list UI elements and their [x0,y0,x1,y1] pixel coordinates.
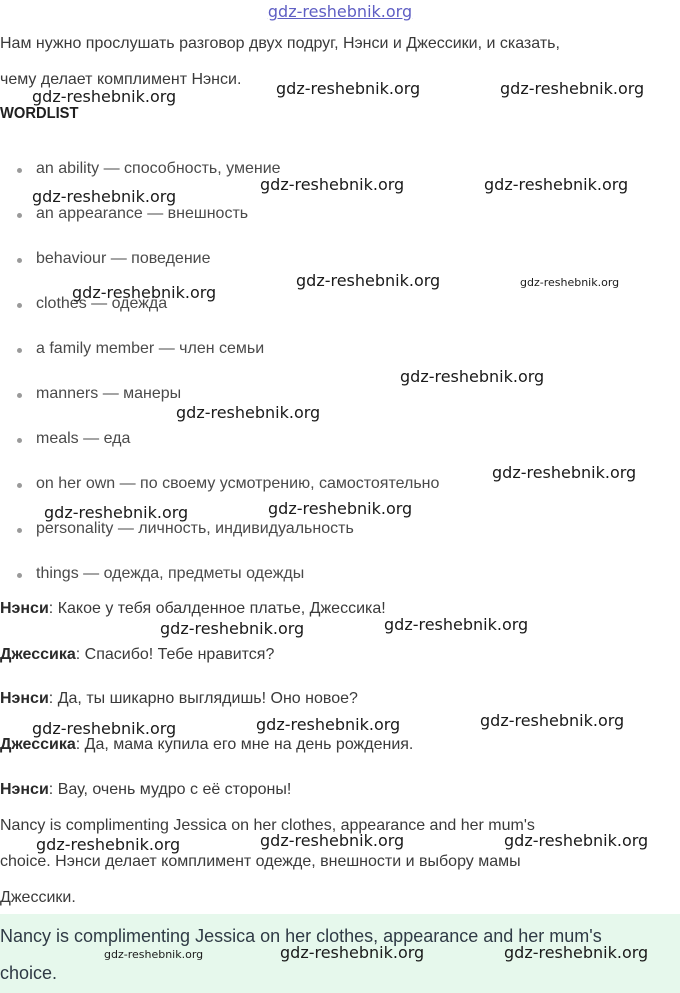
watermark: gdz-reshebnik.org [44,503,189,522]
speaker-name: Джессика [0,646,76,663]
watermark: gdz-reshebnik.org [256,715,401,734]
answer-line-2: choice. Нэнси делает комплимент одежде, внешности и выбору мамы [0,853,521,870]
bullet-icon [17,438,22,443]
dialogue-line [0,646,274,664]
highlight-line-2: choice. [0,963,58,983]
bullet-icon [17,168,22,173]
speaker-name: Нэнси [0,600,49,617]
bullet-icon [17,393,22,398]
bullet-icon [17,528,22,533]
list-item: behaviour — поведение [36,250,211,267]
watermark: gdz-reshebnik.org [296,271,441,290]
watermark: gdz-reshebnik.org [504,831,649,850]
bullet-icon [17,303,22,308]
watermark: gdz-reshebnik.org [72,283,217,302]
list-item: on her own — по своему усмотрению, самостоятельно [36,475,440,492]
dialogue-text: : Да, ты шикарно выглядишь! Оно новое? [48,690,358,707]
watermark: gdz-reshebnik.org [500,79,645,98]
list-item: a family member — член семьи [36,340,265,357]
dialogue-line [0,736,413,754]
watermark: gdz-reshebnik.org [32,719,177,738]
watermark: gdz-reshebnik.org [276,79,421,98]
list-item: meals — еда [36,430,131,447]
dialogue-text: : Да, мама купила его мне на день рождения. [75,736,414,753]
watermark: gdz-reshebnik.org [36,835,181,854]
watermark: gdz-reshebnik.org [32,187,177,206]
watermark: gdz-reshebnik.org [260,175,405,194]
dialogue-line [0,600,386,618]
watermark: gdz-reshebnik.org [384,615,529,634]
watermark: gdz-reshebnik.org [520,276,620,289]
bullet-icon [17,348,22,353]
list-item: an ability — способность, умение [36,160,281,177]
dialogue-line [0,781,291,799]
dialogue-line [0,690,358,708]
watermark: gdz-reshebnik.org [400,367,545,386]
bullet-icon [17,213,22,218]
bullet-icon [17,258,22,263]
dialogue-text: : Спасибо! Тебе нравится? [75,646,275,663]
bullet-icon [17,573,22,578]
answer-line-1: Nancy is complimenting Jessica on her clothes, appearance and her mum's [0,817,535,834]
speaker-name: Джессика [0,736,76,753]
watermark: gdz-reshebnik.org [32,87,177,106]
list-item: personality — личность, индивидуальность [36,520,354,537]
watermark: gdz-reshebnik.org [260,831,405,850]
watermark: gdz-reshebnik.org [160,619,305,638]
watermark: gdz-reshebnik.org [504,943,649,962]
wordlist-heading: WORDLIST [0,105,79,122]
answer-line-3: Джессики. [0,889,76,906]
list-item: an appearance — внешность [36,205,249,222]
highlight-line-1: Nancy is complimenting Jessica on her clothes, appearance and her mum's [0,926,602,946]
watermark: gdz-reshebnik.org [104,948,204,961]
list-item: clothes — одежда [36,295,168,312]
speaker-name: Нэнси [0,781,49,798]
watermark: gdz-reshebnik.org [176,403,321,422]
list-item: manners — манеры [36,385,182,402]
watermark: gdz-reshebnik.org [268,499,413,518]
watermark: gdz-reshebnik.org [492,463,637,482]
intro-line-1: Нам нужно прослушать разговор двух подруг, Нэнси и Джессики, и сказать, [0,35,560,52]
watermark: gdz-reshebnik.org [480,711,625,730]
speaker-name: Нэнси [0,690,49,707]
watermark: gdz-reshebnik.org [280,943,425,962]
list-item: things — одежда, предметы одежды [36,565,305,582]
dialogue-text: : Какое у тебя обалденное платье, Джессика! [48,600,386,617]
bullet-icon [17,483,22,488]
dialogue-text: : Вау, очень мудро с её стороны! [48,781,292,798]
site-link[interactable]: gdz-reshebnik.org [267,2,413,21]
watermark: gdz-reshebnik.org [484,175,629,194]
intro-line-2: чему делает комплимент Нэнси. [0,71,242,88]
